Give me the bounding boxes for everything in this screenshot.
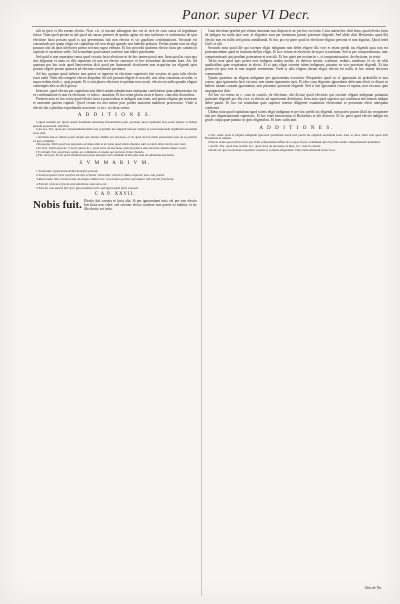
additions-heading: A D D I T I O N E S. (77, 112, 153, 118)
addition-note: c Attamen non eo minus potest aliquis non electus admitti per electores, et sic quod elector habet potestatem quae ad se pertinet ex iure communi. (33, 134, 197, 143)
left-column (33, 29, 197, 596)
right-column (205, 29, 388, 596)
addition-note: f Et dictum. Not. quod haec opinio est communis et tenetur per doctores in hac materia. (36, 149, 145, 154)
left-paragraph: Item not. quod electus per capitulum non debet statim administrare antequam confirmetur quia administratio est ex confirmatione et non ex electione, vt infra c. auaritiae. Et hoc tenet glossa sicut et Innoc. cum aliis doctoribus. (33, 88, 197, 97)
chapter-incipit: Nobis fuit. (33, 199, 82, 211)
additions-heading: A D D I T I O N E S. (259, 125, 334, 131)
summary-item: 4 Electio reiecta et facta precedentium canonica est. (36, 181, 108, 186)
page-header (0, 6, 400, 24)
addition-note: b Ad eos. Not. quod per consuetudinem illam non acquiritur ius eligendi nisi per tempus et praescriptionem legitimam secundum Ioan. And. (33, 127, 197, 136)
left-paragraph: Preterea nota ex hoc textu quod electio facta a paucioribus et indignis non tenet, sed potius eligitur per maiorem et saniorem partem capituli. Quod verum est nisi minor pars probet maiorem malitiose processisse. Vnde si electio fiat a pluribus reprobandis non tenet, vt in c. ecclesia vestra. (33, 97, 197, 110)
chapter-text: Electio fuit cassata et facta alia. Si per ignorantiam iuris vel per vim electio fuit facta non valet: sed scienter electo conferre non potest ex malitia, et sic illa electio est irrita. (83, 199, 197, 212)
chapter-heading: C A P. XXVII. (94, 191, 136, 197)
left-paragraph: Sed quid si non reperiatur causa quod vocatio facta electione ut de hoc tamen possit non. Item quod in casu quo duo eliguntur et unus ex illis reputatus sit non est electio canonica: et hoc secundum doctrinam Ioan. An. Ad quartum pro hoc nota quod Innocentius dicit quod per huiusmodi electionem non acquiritur ius eligendi quin possint eligere postea quamvis ad electum confirmatio pertineat. (33, 54, 197, 72)
addition-note: a Quod solitum est. Quod autem formulam sententiae Panormitani ponit, probatur quod capitulum non possit eligere vt habeat plenam potestatem. Item Inn. (33, 120, 197, 128)
catchword: Aliis de No. (364, 586, 382, 590)
summary-item: 2 Summa ipsius iuris qui fuit electus scienter retractare voluit et illam respectu eius non potest. (36, 173, 166, 178)
header-rule (32, 26, 386, 27)
running-title: Panor. super VI Decr. (182, 8, 311, 23)
summary-heading: S V M M A R I V M. (79, 161, 151, 167)
summary-list (33, 169, 197, 189)
left-paragraph: Ad hoc quoque quod inferior non potest se ingerere in electione superioris nisi vocatus sit quia talis electio esset nulla. Nam ubi competit electio aliquibus illi soli possunt eligere et non alii, nisi alius consensus accedat, vt supra eodem titulo c. quia propter. Et si sint plures electores et quidam non vocati, electio est nulla quando eligunt contemptis aliis ut dicit glossa. (33, 71, 197, 89)
addition-note: a Not. Adde quod si eligens indignum ignoravit qualitatem electi non perdit ius eligendi secundum Ioan. And. et alios. Item vide quod dicit Hostiensis in summa. (205, 132, 388, 141)
addition-note: b Electi. Adde quod electio facta per viam compromissi differt ab ea quae fit per scrutinium quia in prima solum compromissarii puniuntur. (208, 140, 381, 145)
chapter-opening (33, 199, 197, 212)
right-paragraph: Ultimo nota quod capitulum quod sciens eligit indignum et per hoc perdit ius eligendi, non potest postea illud ius recuperare nisi per dispensationem superioris. Et hoc tenet Innocentius et Hostiensis et alii doctores. Et sic patet quod electio indigni est gravis culpa quae punitur in ipsis eligentibus. Et haec sufficiant. (205, 109, 388, 123)
column-divider (201, 29, 202, 596)
right-paragraph: Cum electione praebet per vitium simoniae non disponi et sic per hoc est irrita. Circa autem hoc dicit Inno. quod electio facta de indigno est nulla ipso iure, et eligentes sunt per triennium priuati potestate eligendi. Sed aliter dicit Hostiensis quod illa electio non est nulla sed potius annullanda. Et hoc pro ea parte quod in electione eligitur persona et non dignitas. Quod tenet Goff. et alii. (205, 29, 388, 46)
right-paragraph: Tertio nota quod quis potest esse indignus multis modis: ex defectu aetatis, scientiae, ordinis, natalium, et sic de aliis qualitatibus quae requiruntur in electo. Et si quis eligat scienter talem indignum, priuatur ea vice potestate eligendi. Et ista poena est ipso iure et non requirit sententiam. Vnde si talis eligens iterum eligat, electio est nulla, et hoc tenent doctores communiter. (205, 58, 388, 76)
right-paragraph: Secundo nota quod ille qui scienter eligit indignum non debet eligere illa vice et etiam perdit ius eligendi quia non est praesumendum quod in futurum melius eligat. Et hoc verum in electione facta per scrutinium. Sed si per compromissum, tunc compromissarii ipsi perdunt potestatem et non alii. Et hoc patet per textum in c. si compromissarius, de electione, in sexto. (205, 46, 388, 59)
summary-item: 3 Reservatio illa si intercessit ab aliquo iudicis etc. non tamen gratia reprobatur ubi electio fuit facta. (36, 177, 175, 182)
summary-item: 1 Summatur ignorantia debet benefici priuati. (36, 169, 99, 174)
additions-list (33, 121, 197, 158)
right-paragraph: Quarto quaeritur an eligens indignum per ignorantiam excusetur. Respondeo quod sic si ignorantia sit probabilis et non crassa, quia ignorantia facti excusat, non tamen ignorantia iuris. Et ideo cum eligentes ignorabant defectum electi et dicunt se habere iustam causam ignorantiae, non priuantur potestate eligendi. Sed si fuit ignorantia crassa et supina, non excusat, quia aequiparatur dolo. (205, 75, 388, 93)
addition-note: c Aut fit. Not. quod vide Archid. in c. quod sicut, de electione, et Inno. in c. cum in cunctis. (208, 143, 321, 148)
addition-note: e Et facit. Addit quod sic vt docet glossa in c. quod sicut, de electione, quia ubi plures sunt electores debent omnes vocari. (36, 145, 187, 150)
left-paragraph: nili in ipsis et illa eorum electio. Non. c.h. et tractari adiungens hoc est ut vtrū eo casu causa sit legitimum fuisse. Nam quod postea in tali quod ad causas pertinet de quibus agitur est non iudicium vt confirmatio de ipsa electione facta possint quod is qui presentatus fuit non electus et sic gaudium confirmationis. Secundo est consuetudo per quam elegit est capitulum vel non elegit quando non habebit prelatos. Prelati autem non ita eligi possunt nisi ab ipsis inferiores primo sed non supra verbum. Et hoc procedit quotiens electio facta per canonicos capitulo et vacatione sedis. Ad secundum quod statuit conferre non habet potestatem. (33, 29, 197, 55)
right-paragraph: Ad hoc est textus in c. cum in cunctis, de electione, ubi dicitur quod electores qui scienter eligunt indignum priuantur potestate eligendi pro illa vice, et electio ad superiorem devoluitur. Item nota quod superior qui confirmat electionem indigni debet puniri. Et hoc est notandum quia superior tenetur diligenter examinare electionem et personam electi antequam confirmet. (205, 92, 388, 110)
addition-note: d Responsa. Dicit quod ista responsio est Innocentii et sic tenet quod etiam absentes sunt vocandi, aliter electio non valet. (36, 142, 187, 147)
additions-list (205, 134, 388, 153)
summary-item: 5 Electio non potest fieri per ignorantiam iuris sed ignorantia facti excusat. (36, 185, 139, 190)
addition-note: g Hoc dicit glo. Et est quod statutum non potest derogare iuri communi in his quae sunt de substantia electionis. (36, 153, 175, 158)
addition-note: d Ratio est quia in electione requiritur scientia et voluntas eligentium. Vide etiam Abbatem in hoc loco. (208, 147, 336, 152)
